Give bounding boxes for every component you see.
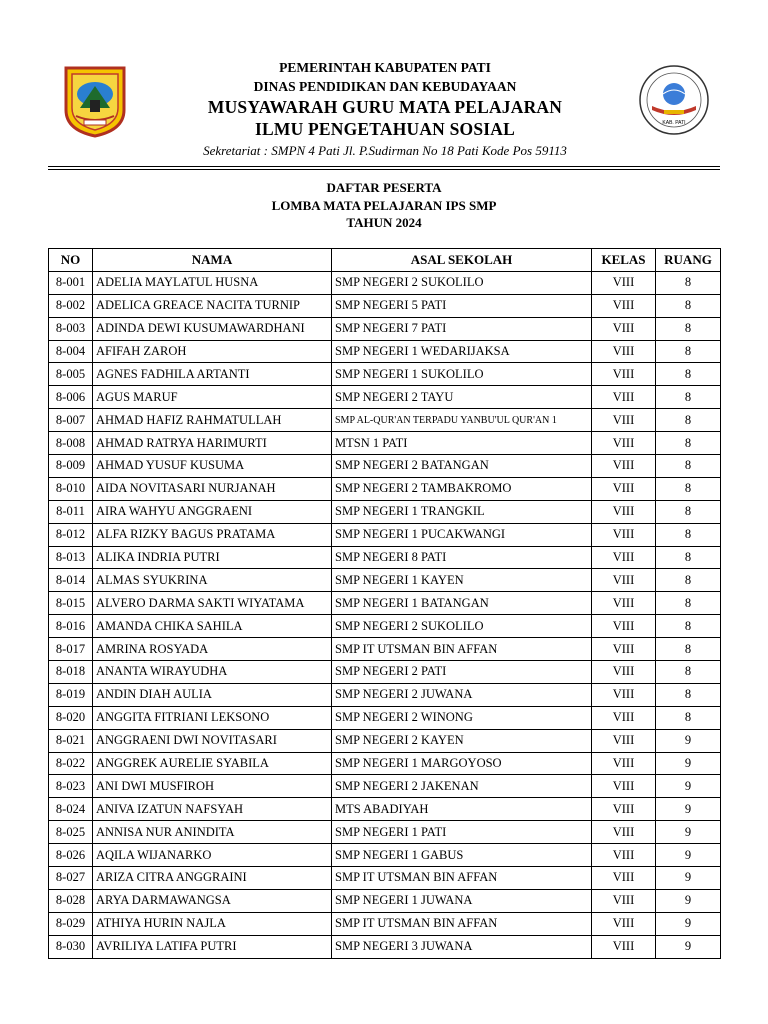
table-row <box>49 386 721 409</box>
cell-no: 8-029 <box>49 912 93 935</box>
cell-no: 8-006 <box>49 386 93 409</box>
table-header-row <box>49 249 721 272</box>
col-header-ruang: RUANG <box>656 249 721 272</box>
cell-nama: AFIFAH ZAROH <box>93 340 332 363</box>
table-row <box>49 546 721 569</box>
cell-asal-sekolah: SMP NEGERI 1 SUKOLILO <box>332 363 592 386</box>
table-row <box>49 798 721 821</box>
cell-nama: AIRA WAHYU ANGGRAENI <box>93 500 332 523</box>
cell-asal-sekolah: MTS ABADIYAH <box>332 798 592 821</box>
cell-nama: AHMAD HAFIZ RAHMATULLAH <box>93 409 332 432</box>
document-title <box>0 179 768 232</box>
cell-asal-sekolah: SMP NEGERI 1 TRANGKIL <box>332 500 592 523</box>
cell-nama: ADELIA MAYLATUL HUSNA <box>93 271 332 294</box>
cell-kelas: VIII <box>592 363 656 386</box>
cell-nama: AHMAD RATRYA HARIMURTI <box>93 432 332 455</box>
cell-asal-sekolah: SMP NEGERI 2 PATI <box>332 661 592 684</box>
cell-kelas: VIII <box>592 432 656 455</box>
cell-no: 8-022 <box>49 752 93 775</box>
cell-nama: ARYA DARMAWANGSA <box>93 889 332 912</box>
cell-nama: AIDA NOVITASARI NURJANAH <box>93 477 332 500</box>
cell-nama: ANIVA IZATUN NAFSYAH <box>93 798 332 821</box>
cell-nama: AGNES FADHILA ARTANTI <box>93 363 332 386</box>
table-row <box>49 363 721 386</box>
table-row <box>49 638 721 661</box>
cell-kelas: VIII <box>592 912 656 935</box>
cell-asal-sekolah: SMP IT UTSMAN BIN AFFAN <box>332 638 592 661</box>
cell-ruang: 8 <box>656 409 721 432</box>
cell-ruang: 8 <box>656 317 721 340</box>
cell-asal-sekolah: SMP NEGERI 1 BATANGAN <box>332 592 592 615</box>
cell-asal-sekolah: SMP NEGERI 1 MARGOYOSO <box>332 752 592 775</box>
cell-no: 8-010 <box>49 477 93 500</box>
mgmp-ips-emblem-icon <box>638 64 710 136</box>
cell-no: 8-019 <box>49 683 93 706</box>
col-header-asal-sekolah: ASAL SEKOLAH <box>332 249 592 272</box>
cell-no: 8-023 <box>49 775 93 798</box>
cell-nama: AHMAD YUSUF KUSUMA <box>93 455 332 478</box>
cell-asal-sekolah: SMP NEGERI 1 KAYEN <box>332 569 592 592</box>
col-header-nama: NAMA <box>93 249 332 272</box>
cell-kelas: VIII <box>592 455 656 478</box>
table-row <box>49 294 721 317</box>
header-line-3: MUSYAWARAH GURU MATA PELAJARAN <box>207 97 563 117</box>
cell-ruang: 8 <box>656 592 721 615</box>
table-row <box>49 912 721 935</box>
header-line-2: DINAS PENDIDIKAN DAN KEBUDAYAAN <box>253 79 517 94</box>
table-row <box>49 500 721 523</box>
cell-kelas: VIII <box>592 638 656 661</box>
cell-asal-sekolah: SMP NEGERI 5 PATI <box>332 294 592 317</box>
cell-nama: ALVERO DARMA SAKTI WIYATAMA <box>93 592 332 615</box>
cell-no: 8-002 <box>49 294 93 317</box>
cell-asal-sekolah: SMP NEGERI 2 JUWANA <box>332 683 592 706</box>
cell-ruang: 9 <box>656 889 721 912</box>
cell-no: 8-027 <box>49 867 93 890</box>
cell-nama: ANI DWI MUSFIROH <box>93 775 332 798</box>
header-line-1: PEMERINTAH KABUPATEN PATI <box>279 60 491 75</box>
cell-no: 8-016 <box>49 615 93 638</box>
table-row <box>49 455 721 478</box>
table-row <box>49 889 721 912</box>
table-row <box>49 409 721 432</box>
col-header-kelas: KELAS <box>592 249 656 272</box>
table-row <box>49 271 721 294</box>
cell-kelas: VIII <box>592 271 656 294</box>
cell-kelas: VIII <box>592 867 656 890</box>
cell-ruang: 8 <box>656 638 721 661</box>
header-divider-thin <box>48 169 720 170</box>
cell-asal-sekolah: SMP IT UTSMAN BIN AFFAN <box>332 867 592 890</box>
cell-ruang: 8 <box>656 706 721 729</box>
cell-nama: ALIKA INDRIA PUTRI <box>93 546 332 569</box>
cell-ruang: 9 <box>656 752 721 775</box>
cell-no: 8-008 <box>49 432 93 455</box>
cell-asal-sekolah: SMP NEGERI 1 WEDARIJAKSA <box>332 340 592 363</box>
cell-kelas: VIII <box>592 340 656 363</box>
participant-table <box>48 248 721 959</box>
cell-asal-sekolah: SMP NEGERI 2 SUKOLILO <box>332 271 592 294</box>
table-row <box>49 867 721 890</box>
header-line-4: ILMU PENGETAHUAN SOSIAL <box>254 119 515 139</box>
cell-ruang: 8 <box>656 615 721 638</box>
cell-nama: ALMAS SYUKRINA <box>93 569 332 592</box>
cell-nama: ANGGREK AURELIE SYABILA <box>93 752 332 775</box>
cell-nama: ATHIYA HURIN NAJLA <box>93 912 332 935</box>
table-row <box>49 615 721 638</box>
cell-ruang: 8 <box>656 340 721 363</box>
cell-no: 8-009 <box>49 455 93 478</box>
cell-no: 8-013 <box>49 546 93 569</box>
cell-asal-sekolah: SMP NEGERI 1 JUWANA <box>332 889 592 912</box>
table-row <box>49 821 721 844</box>
cell-no: 8-003 <box>49 317 93 340</box>
title-line-3: TAHUN 2024 <box>346 215 422 230</box>
cell-ruang: 8 <box>656 455 721 478</box>
table-row <box>49 477 721 500</box>
cell-ruang: 8 <box>656 432 721 455</box>
table-row <box>49 661 721 684</box>
header-divider-thick <box>48 166 720 167</box>
cell-kelas: VIII <box>592 317 656 340</box>
cell-nama: ADINDA DEWI KUSUMAWARDHANI <box>93 317 332 340</box>
cell-nama: ADELICA GREACE NACITA TURNIP <box>93 294 332 317</box>
cell-no: 8-024 <box>49 798 93 821</box>
cell-no: 8-015 <box>49 592 93 615</box>
cell-kelas: VIII <box>592 477 656 500</box>
cell-no: 8-030 <box>49 935 93 958</box>
cell-ruang: 9 <box>656 935 721 958</box>
col-header-no: NO <box>49 249 93 272</box>
cell-no: 8-007 <box>49 409 93 432</box>
cell-asal-sekolah: SMP NEGERI 2 BATANGAN <box>332 455 592 478</box>
table-row <box>49 706 721 729</box>
cell-kelas: VIII <box>592 798 656 821</box>
cell-asal-sekolah: SMP NEGERI 8 PATI <box>332 546 592 569</box>
cell-kelas: VIII <box>592 752 656 775</box>
cell-nama: AMRINA ROSYADA <box>93 638 332 661</box>
cell-no: 8-021 <box>49 729 93 752</box>
cell-ruang: 8 <box>656 569 721 592</box>
letterhead <box>0 0 768 170</box>
cell-kelas: VIII <box>592 409 656 432</box>
cell-ruang: 8 <box>656 294 721 317</box>
cell-nama: ANANTA WIRAYUDHA <box>93 661 332 684</box>
table-row <box>49 432 721 455</box>
cell-no: 8-018 <box>49 661 93 684</box>
cell-ruang: 9 <box>656 798 721 821</box>
cell-ruang: 8 <box>656 500 721 523</box>
table-row <box>49 935 721 958</box>
header-secretariat: Sekretariat : SMPN 4 Pati Jl. P.Sudirman No 18 Pati Kode Pos 59113 <box>203 143 567 158</box>
cell-nama: ANNISA NUR ANINDITA <box>93 821 332 844</box>
cell-nama: ANDIN DIAH AULIA <box>93 683 332 706</box>
cell-ruang: 9 <box>656 775 721 798</box>
cell-kelas: VIII <box>592 523 656 546</box>
cell-asal-sekolah: SMP NEGERI 1 GABUS <box>332 844 592 867</box>
cell-no: 8-025 <box>49 821 93 844</box>
cell-ruang: 9 <box>656 821 721 844</box>
title-line-2: LOMBA MATA PELAJARAN IPS SMP <box>271 197 497 213</box>
title-line-1: DAFTAR PESERTA <box>326 180 442 195</box>
table-row <box>49 729 721 752</box>
cell-nama: ALFA RIZKY BAGUS PRATAMA <box>93 523 332 546</box>
cell-nama: ANGGITA FITRIANI LEKSONO <box>93 706 332 729</box>
cell-asal-sekolah: MTSN 1 PATI <box>332 432 592 455</box>
cell-kelas: VIII <box>592 386 656 409</box>
cell-ruang: 8 <box>656 523 721 546</box>
table-row <box>49 683 721 706</box>
table-row <box>49 340 721 363</box>
cell-no: 8-028 <box>49 889 93 912</box>
cell-kelas: VIII <box>592 294 656 317</box>
cell-kelas: VIII <box>592 661 656 684</box>
cell-asal-sekolah: SMP NEGERI 2 TAMBAKROMO <box>332 477 592 500</box>
cell-asal-sekolah: SMP IT UTSMAN BIN AFFAN <box>332 912 592 935</box>
cell-nama: ARIZA CITRA ANGGRAINI <box>93 867 332 890</box>
cell-kelas: VIII <box>592 592 656 615</box>
table-row <box>49 775 721 798</box>
cell-ruang: 9 <box>656 912 721 935</box>
cell-kelas: VIII <box>592 706 656 729</box>
cell-asal-sekolah: SMP NEGERI 2 WINONG <box>332 706 592 729</box>
cell-asal-sekolah: SMP AL-QUR'AN TERPADU YANBU'UL QUR'AN 1 <box>332 409 592 432</box>
cell-no: 8-005 <box>49 363 93 386</box>
table-body <box>49 271 721 958</box>
cell-ruang: 9 <box>656 867 721 890</box>
cell-no: 8-011 <box>49 500 93 523</box>
cell-no: 8-004 <box>49 340 93 363</box>
cell-ruang: 8 <box>656 683 721 706</box>
cell-no: 8-026 <box>49 844 93 867</box>
emblem-text: KAB. PATI <box>662 120 686 126</box>
cell-ruang: 8 <box>656 661 721 684</box>
cell-kelas: VIII <box>592 500 656 523</box>
cell-nama: ANGGRAENI DWI NOVITASARI <box>93 729 332 752</box>
cell-kelas: VIII <box>592 821 656 844</box>
cell-no: 8-020 <box>49 706 93 729</box>
cell-ruang: 8 <box>656 477 721 500</box>
cell-kelas: VIII <box>592 775 656 798</box>
cell-nama: AVRILIYA LATIFA PUTRI <box>93 935 332 958</box>
cell-ruang: 9 <box>656 729 721 752</box>
kabupaten-pati-crest-icon <box>62 64 128 138</box>
table-row <box>49 569 721 592</box>
cell-asal-sekolah: SMP NEGERI 2 JAKENAN <box>332 775 592 798</box>
header-text <box>140 58 630 160</box>
table-row <box>49 523 721 546</box>
table-row <box>49 752 721 775</box>
cell-ruang: 8 <box>656 363 721 386</box>
cell-kelas: VIII <box>592 935 656 958</box>
cell-kelas: VIII <box>592 844 656 867</box>
cell-ruang: 8 <box>656 271 721 294</box>
table-row <box>49 592 721 615</box>
cell-ruang: 8 <box>656 546 721 569</box>
cell-asal-sekolah: SMP NEGERI 2 SUKOLILO <box>332 615 592 638</box>
cell-ruang: 8 <box>656 386 721 409</box>
cell-asal-sekolah: SMP NEGERI 1 PATI <box>332 821 592 844</box>
cell-asal-sekolah: SMP NEGERI 7 PATI <box>332 317 592 340</box>
cell-no: 8-014 <box>49 569 93 592</box>
table-row <box>49 844 721 867</box>
cell-nama: AGUS MARUF <box>93 386 332 409</box>
cell-asal-sekolah: SMP NEGERI 2 KAYEN <box>332 729 592 752</box>
cell-kelas: VIII <box>592 683 656 706</box>
cell-kelas: VIII <box>592 729 656 752</box>
cell-kelas: VIII <box>592 889 656 912</box>
cell-kelas: VIII <box>592 546 656 569</box>
cell-kelas: VIII <box>592 569 656 592</box>
cell-asal-sekolah: SMP NEGERI 1 PUCAKWANGI <box>332 523 592 546</box>
cell-ruang: 9 <box>656 844 721 867</box>
cell-asal-sekolah: SMP NEGERI 3 JUWANA <box>332 935 592 958</box>
cell-asal-sekolah: SMP NEGERI 2 TAYU <box>332 386 592 409</box>
cell-nama: AMANDA CHIKA SAHILA <box>93 615 332 638</box>
cell-no: 8-001 <box>49 271 93 294</box>
cell-nama: AQILA WIJANARKO <box>93 844 332 867</box>
cell-no: 8-017 <box>49 638 93 661</box>
table-row <box>49 317 721 340</box>
cell-no: 8-012 <box>49 523 93 546</box>
cell-kelas: VIII <box>592 615 656 638</box>
